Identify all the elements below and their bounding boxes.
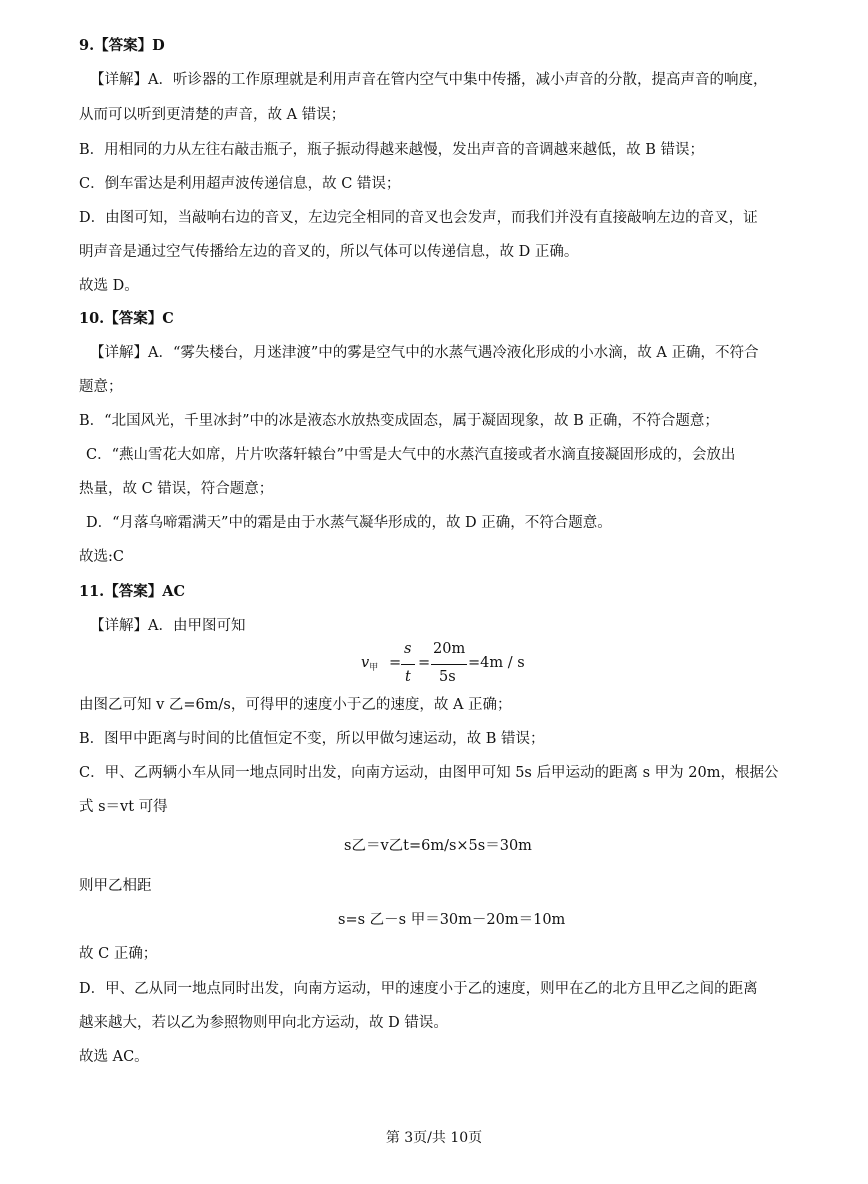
- q9-option-c: C．倒车雷达是利用超声波传递信息，故 C 错误；: [79, 176, 401, 192]
- q9-conclusion: 故选 D。: [79, 278, 139, 294]
- q10-option-c-line-2: 热量，故 C 错误，符合题意；: [79, 481, 274, 497]
- q10-option-d: D．“月落乌啼霜满天”中的霜是由于水蒸气凝华形成的，故 D 正确，不符合题意。: [86, 515, 612, 531]
- formula-numerator-20m: 20m: [433, 641, 466, 657]
- q10-option-b: B．“北国风光，千里冰封”中的冰是液态水放热变成固态，属于凝固现象，故 B 正确，不符合题意；: [79, 413, 719, 429]
- formula-v-subscript: 甲: [369, 663, 379, 673]
- distance-difference-formula: s=s 乙－s 甲＝30m－20m＝10m: [338, 912, 566, 928]
- formula-equals-2: =: [418, 655, 431, 671]
- formula-numerator-s: s: [404, 641, 412, 657]
- q11-answer-heading: 11.【答案】AC: [79, 583, 186, 600]
- q11-option-c-line-2: 式 s＝vt 可得: [79, 799, 168, 815]
- formula-result: =4m / s: [468, 655, 525, 671]
- q9-answer-heading: 9.【答案】D: [79, 37, 165, 54]
- distance-formula-yi: s乙＝v乙t=6m/s×5s＝30m: [344, 838, 532, 854]
- q9-option-d-line-2: 明声音是通过空气传播给左边的音叉的，所以气体可以传递信息，故 D 正确。: [79, 244, 579, 260]
- q11-detail-relative: 则甲乙相距: [79, 878, 152, 894]
- q10-option-c-line-1: C．“燕山雪花大如席，片片吹落轩辕台”中雪是大气中的水蒸汽直接或者水滴直接凝固形成的，会放出: [86, 447, 736, 463]
- q11-option-b: B．图甲中距离与时间的比值恒定不变，所以甲做匀速运动，故 B 错误；: [79, 731, 545, 747]
- formula-equals-1: =: [389, 655, 402, 671]
- page-number-footer: 第 3页/共 10页: [385, 1130, 483, 1146]
- fraction-bar-2: [431, 664, 467, 665]
- formula-denominator-5s: 5s: [439, 669, 456, 685]
- q10-conclusion: 故选:C: [79, 549, 124, 565]
- formula-denominator-t: t: [405, 669, 411, 685]
- velocity-formula: [361, 637, 525, 697]
- q9-detail-line-1: 【详解】A．听诊器的工作原理就是利用声音在管内空气中集中传播，减小声音的分散，提高声音的响度，: [90, 72, 768, 88]
- q11-detail-line-2: 由图乙可知 v 乙=6m/s，可得甲的速度小于乙的速度，故 A 正确；: [79, 697, 512, 713]
- q11-option-d-line-1: D．甲、乙从同一地点同时出发，向南方运动，甲的速度小于乙的速度，则甲在乙的北方且甲乙之间的距离: [79, 981, 758, 997]
- q10-detail-line-2: 题意；: [79, 379, 123, 395]
- q11-option-c-line-1: C．甲、乙两辆小车从同一地点同时出发，向南方运动，由图甲可知 5s 后甲运动的距离 s 甲为 20m，根据公: [79, 765, 779, 781]
- q9-option-d-line-1: D．由图可知，当敲响右边的音叉，左边完全相同的音叉也会发声，而我们并没有直接敲响左边的音叉，证: [79, 210, 758, 226]
- q11-conclusion: 故选 AC。: [79, 1049, 149, 1065]
- q11-option-c-conclusion: 故 C 正确；: [79, 946, 158, 962]
- q10-answer-heading: 10.【答案】C: [79, 310, 174, 327]
- formula-v: v: [361, 655, 370, 671]
- fraction-bar-1: [401, 664, 415, 665]
- q9-detail-line-2: 从而可以听到更清楚的声音，故 A 错误；: [79, 107, 346, 123]
- q11-detail-line-1: 【详解】A．由甲图可知: [90, 618, 246, 634]
- q10-detail-line-1: 【详解】A．“雾失楼台，月迷津渡”中的雾是空气中的水蒸气遇冷液化形成的小水滴，故 A 正确，不符合: [90, 345, 759, 361]
- q11-option-d-line-2: 越来越大，若以乙为参照物则甲向北方运动，故 D 错误。: [79, 1015, 448, 1031]
- q9-option-b: B．用相同的力从左往右敲击瓶子，瓶子振动得越来越慢，发出声音的音调越来越低，故 B 错误；: [79, 142, 705, 158]
